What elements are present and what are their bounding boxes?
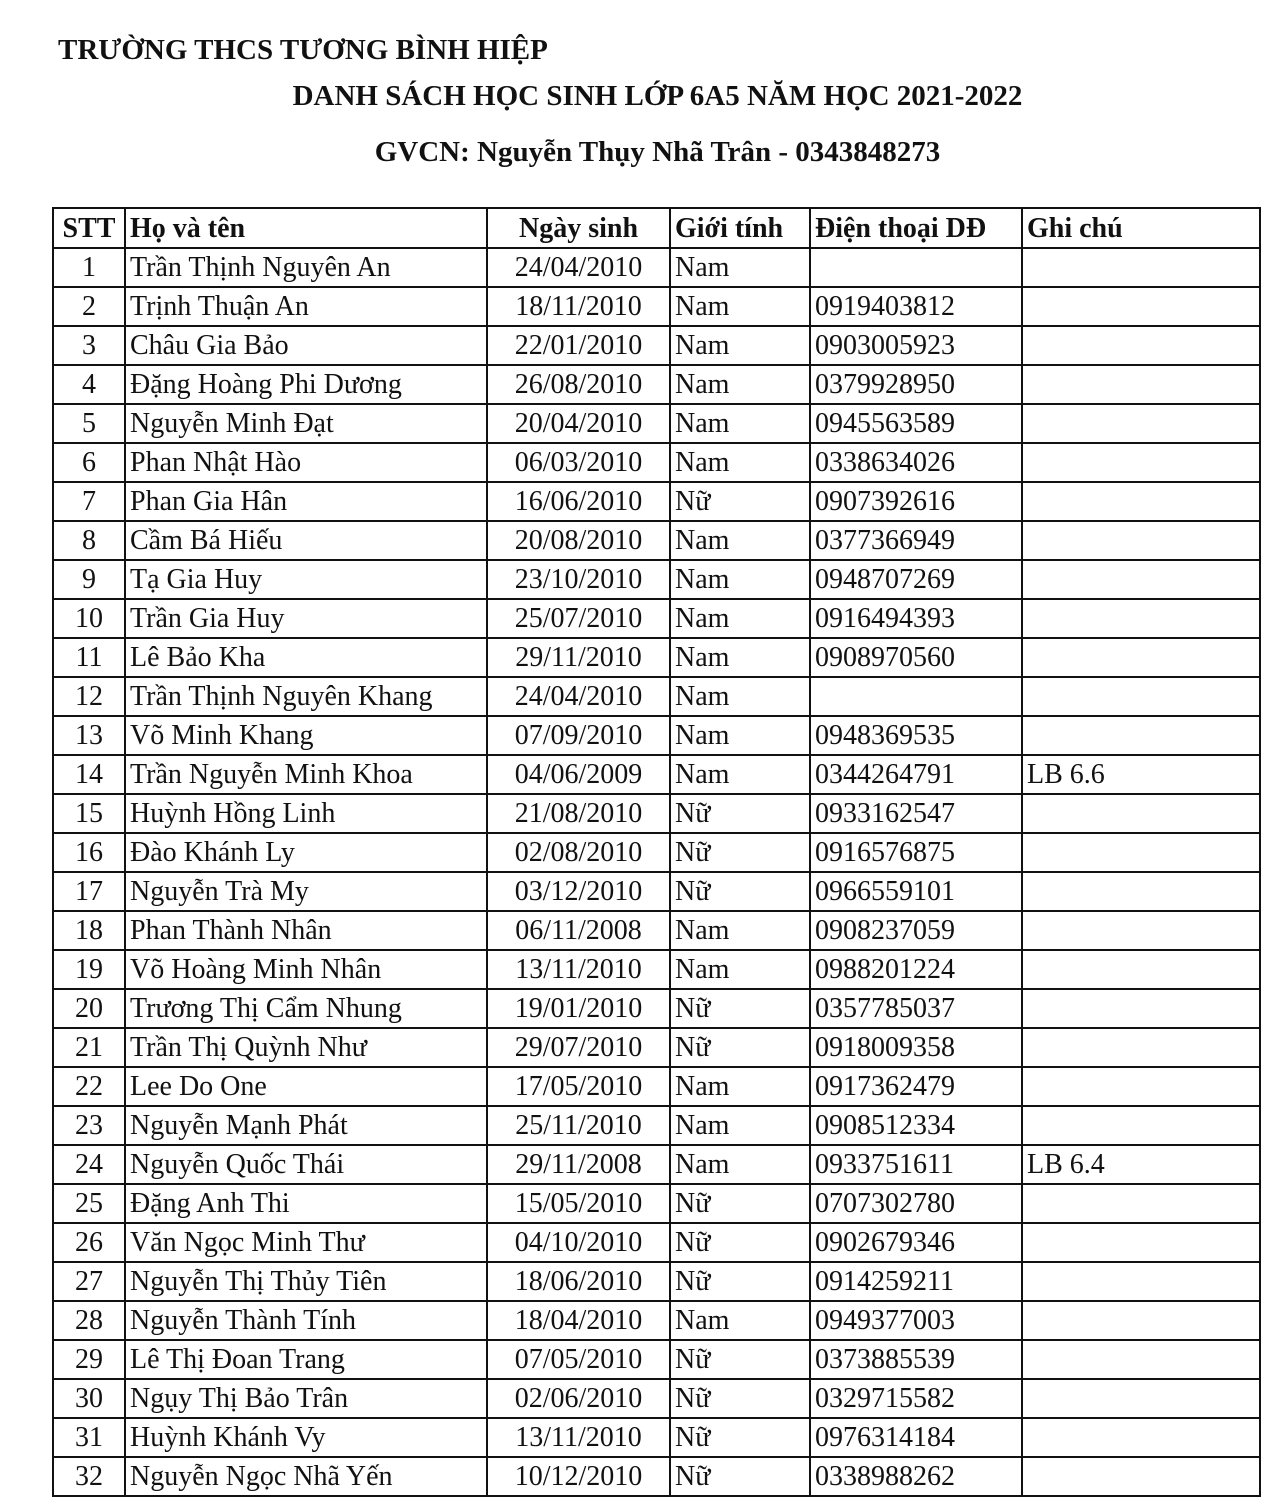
cell-phone: 0908512334 [810, 1106, 1022, 1145]
cell-phone: 0907392616 [810, 482, 1022, 521]
cell-phone: 0976314184 [810, 1418, 1022, 1457]
cell-note [1022, 833, 1260, 872]
cell-stt: 12 [53, 677, 125, 716]
table-row [53, 911, 1260, 950]
table-row [53, 1223, 1260, 1262]
cell-name: Cầm Bá Hiếu [125, 521, 487, 560]
cell-stt: 5 [53, 404, 125, 443]
cell-stt: 4 [53, 365, 125, 404]
cell-stt: 24 [53, 1145, 125, 1184]
cell-name: Đặng Anh Thi [125, 1184, 487, 1223]
column-header-stt: STT [53, 208, 125, 248]
cell-phone: 0919403812 [810, 287, 1022, 326]
cell-gender: Nam [670, 677, 810, 716]
cell-gender: Nam [670, 1106, 810, 1145]
cell-stt: 20 [53, 989, 125, 1028]
cell-note [1022, 1457, 1260, 1496]
cell-dob: 15/05/2010 [487, 1184, 670, 1223]
cell-gender: Nữ [670, 1457, 810, 1496]
cell-gender: Nam [670, 950, 810, 989]
cell-stt: 27 [53, 1262, 125, 1301]
cell-gender: Nữ [670, 1184, 810, 1223]
table-row [53, 833, 1260, 872]
table-row [53, 950, 1260, 989]
table-row [53, 989, 1260, 1028]
school-name: TRƯỜNG THCS TƯƠNG BÌNH HIỆP [58, 34, 548, 66]
table-row [53, 1418, 1260, 1457]
cell-phone: 0377366949 [810, 521, 1022, 560]
cell-note [1022, 989, 1260, 1028]
cell-stt: 1 [53, 248, 125, 287]
cell-note [1022, 1301, 1260, 1340]
cell-phone: 0903005923 [810, 326, 1022, 365]
cell-note [1022, 638, 1260, 677]
cell-gender: Nam [670, 521, 810, 560]
cell-name: Văn Ngọc Minh Thư [125, 1223, 487, 1262]
cell-phone: 0338634026 [810, 443, 1022, 482]
table-row [53, 326, 1260, 365]
table-row [53, 287, 1260, 326]
cell-name: Huỳnh Khánh Vy [125, 1418, 487, 1457]
cell-stt: 30 [53, 1379, 125, 1418]
cell-stt: 25 [53, 1184, 125, 1223]
cell-stt: 8 [53, 521, 125, 560]
cell-gender: Nữ [670, 1223, 810, 1262]
cell-name: Nguyễn Ngọc Nhã Yến [125, 1457, 487, 1496]
table-row [53, 1301, 1260, 1340]
table-row [53, 599, 1260, 638]
cell-name: Phan Nhật Hào [125, 443, 487, 482]
cell-gender: Nam [670, 599, 810, 638]
cell-note [1022, 794, 1260, 833]
cell-stt: 6 [53, 443, 125, 482]
cell-phone: 0329715582 [810, 1379, 1022, 1418]
cell-stt: 22 [53, 1067, 125, 1106]
cell-gender: Nữ [670, 794, 810, 833]
cell-note [1022, 521, 1260, 560]
cell-name: Châu Gia Bảo [125, 326, 487, 365]
cell-note [1022, 677, 1260, 716]
cell-note [1022, 1067, 1260, 1106]
cell-stt: 17 [53, 872, 125, 911]
cell-dob: 18/11/2010 [487, 287, 670, 326]
cell-phone: 0945563589 [810, 404, 1022, 443]
cell-stt: 23 [53, 1106, 125, 1145]
cell-name: Tạ Gia Huy [125, 560, 487, 599]
cell-phone: 0338988262 [810, 1457, 1022, 1496]
cell-note [1022, 1262, 1260, 1301]
cell-name: Trần Thịnh Nguyên An [125, 248, 487, 287]
cell-gender: Nữ [670, 1340, 810, 1379]
cell-note [1022, 404, 1260, 443]
cell-stt: 29 [53, 1340, 125, 1379]
cell-note [1022, 443, 1260, 482]
cell-gender: Nam [670, 755, 810, 794]
cell-phone: 0908237059 [810, 911, 1022, 950]
cell-note [1022, 248, 1260, 287]
document-title: DANH SÁCH HỌC SINH LỚP 6A5 NĂM HỌC 2021-2022 [292, 80, 1023, 112]
cell-phone: 0948369535 [810, 716, 1022, 755]
cell-note [1022, 1418, 1260, 1457]
cell-name: Ngụy Thị Bảo Trân [125, 1379, 487, 1418]
column-header-gender: Giới tính [670, 208, 810, 248]
cell-stt: 10 [53, 599, 125, 638]
cell-phone: 0916494393 [810, 599, 1022, 638]
table-row [53, 794, 1260, 833]
cell-note [1022, 365, 1260, 404]
cell-dob: 06/03/2010 [487, 443, 670, 482]
cell-dob: 19/01/2010 [487, 989, 670, 1028]
cell-note [1022, 287, 1260, 326]
cell-name: Lee Do One [125, 1067, 487, 1106]
cell-note [1022, 482, 1260, 521]
cell-name: Trần Thịnh Nguyên Khang [125, 677, 487, 716]
cell-dob: 17/05/2010 [487, 1067, 670, 1106]
cell-phone [810, 248, 1022, 287]
cell-gender: Nam [670, 326, 810, 365]
table-row [53, 248, 1260, 287]
cell-dob: 02/08/2010 [487, 833, 670, 872]
cell-phone: 0917362479 [810, 1067, 1022, 1106]
table-row [53, 1340, 1260, 1379]
cell-stt: 7 [53, 482, 125, 521]
cell-name: Nguyễn Minh Đạt [125, 404, 487, 443]
cell-phone: 0908970560 [810, 638, 1022, 677]
cell-phone: 0344264791 [810, 755, 1022, 794]
cell-dob: 26/08/2010 [487, 365, 670, 404]
cell-phone: 0918009358 [810, 1028, 1022, 1067]
cell-stt: 2 [53, 287, 125, 326]
table-row [53, 716, 1260, 755]
cell-note [1022, 560, 1260, 599]
cell-name: Nguyễn Trà My [125, 872, 487, 911]
table-row [53, 404, 1260, 443]
cell-gender: Nam [670, 911, 810, 950]
cell-stt: 16 [53, 833, 125, 872]
cell-note [1022, 599, 1260, 638]
cell-stt: 18 [53, 911, 125, 950]
cell-dob: 29/11/2008 [487, 1145, 670, 1184]
cell-dob: 22/01/2010 [487, 326, 670, 365]
cell-phone: 0914259211 [810, 1262, 1022, 1301]
cell-dob: 24/04/2010 [487, 248, 670, 287]
cell-gender: Nam [670, 716, 810, 755]
cell-name: Lê Bảo Kha [125, 638, 487, 677]
cell-dob: 23/10/2010 [487, 560, 670, 599]
cell-phone: 0916576875 [810, 833, 1022, 872]
cell-dob: 13/11/2010 [487, 950, 670, 989]
cell-name: Phan Thành Nhân [125, 911, 487, 950]
table-row [53, 1262, 1260, 1301]
cell-name: Lê Thị Đoan Trang [125, 1340, 487, 1379]
cell-name: Huỳnh Hồng Linh [125, 794, 487, 833]
cell-note [1022, 872, 1260, 911]
cell-gender: Nữ [670, 482, 810, 521]
cell-dob: 21/08/2010 [487, 794, 670, 833]
cell-note [1022, 326, 1260, 365]
cell-note [1022, 1223, 1260, 1262]
cell-name: Phan Gia Hân [125, 482, 487, 521]
cell-name: Võ Hoàng Minh Nhân [125, 950, 487, 989]
cell-dob: 10/12/2010 [487, 1457, 670, 1496]
cell-gender: Nữ [670, 1028, 810, 1067]
table-row [53, 1145, 1260, 1184]
cell-gender: Nữ [670, 872, 810, 911]
cell-dob: 03/12/2010 [487, 872, 670, 911]
table-row [53, 1184, 1260, 1223]
cell-stt: 14 [53, 755, 125, 794]
cell-gender: Nam [670, 287, 810, 326]
cell-name: Trần Gia Huy [125, 599, 487, 638]
cell-dob: 29/07/2010 [487, 1028, 670, 1067]
cell-phone: 0902679346 [810, 1223, 1022, 1262]
cell-phone: 0373885539 [810, 1340, 1022, 1379]
cell-stt: 28 [53, 1301, 125, 1340]
cell-name: Trần Thị Quỳnh Như [125, 1028, 487, 1067]
cell-gender: Nam [670, 248, 810, 287]
cell-note [1022, 1106, 1260, 1145]
column-header-phone: Điện thoại DĐ [810, 208, 1022, 248]
cell-stt: 15 [53, 794, 125, 833]
table-row [53, 521, 1260, 560]
cell-dob: 13/11/2010 [487, 1418, 670, 1457]
cell-gender: Nữ [670, 833, 810, 872]
table-row [53, 872, 1260, 911]
table-row [53, 560, 1260, 599]
cell-stt: 9 [53, 560, 125, 599]
cell-name: Trịnh Thuận An [125, 287, 487, 326]
cell-name: Nguyễn Thành Tính [125, 1301, 487, 1340]
cell-dob: 25/07/2010 [487, 599, 670, 638]
cell-phone: 0966559101 [810, 872, 1022, 911]
cell-dob: 16/06/2010 [487, 482, 670, 521]
cell-note [1022, 1028, 1260, 1067]
cell-note [1022, 1184, 1260, 1223]
cell-gender: Nữ [670, 1262, 810, 1301]
cell-phone: 0357785037 [810, 989, 1022, 1028]
table-row [53, 1067, 1260, 1106]
column-header-dob: Ngày sinh [487, 208, 670, 248]
cell-note [1022, 1379, 1260, 1418]
cell-gender: Nữ [670, 1418, 810, 1457]
cell-note: LB 6.6 [1022, 755, 1260, 794]
cell-name: Nguyễn Thị Thủy Tiên [125, 1262, 487, 1301]
cell-name: Nguyễn Mạnh Phát [125, 1106, 487, 1145]
table-row [53, 677, 1260, 716]
cell-phone: 0933751611 [810, 1145, 1022, 1184]
cell-name: Nguyễn Quốc Thái [125, 1145, 487, 1184]
cell-gender: Nam [670, 1067, 810, 1106]
column-header-note: Ghi chú [1022, 208, 1260, 248]
cell-stt: 3 [53, 326, 125, 365]
table-row [53, 365, 1260, 404]
cell-note: LB 6.4 [1022, 1145, 1260, 1184]
cell-dob: 07/05/2010 [487, 1340, 670, 1379]
cell-gender: Nữ [670, 989, 810, 1028]
table-row [53, 1028, 1260, 1067]
cell-gender: Nữ [670, 1379, 810, 1418]
cell-dob: 04/06/2009 [487, 755, 670, 794]
homeroom-teacher: GVCN: Nguyễn Thụy Nhã Trân - 0343848273 [374, 136, 941, 168]
cell-stt: 31 [53, 1418, 125, 1457]
cell-note [1022, 1340, 1260, 1379]
cell-gender: Nam [670, 1145, 810, 1184]
table-body [53, 248, 1260, 1496]
table-header-row [53, 208, 1260, 248]
column-header-name: Họ và tên [125, 208, 487, 248]
cell-name: Trương Thị Cẩm Nhung [125, 989, 487, 1028]
cell-gender: Nam [670, 1301, 810, 1340]
cell-gender: Nam [670, 560, 810, 599]
cell-phone: 0949377003 [810, 1301, 1022, 1340]
cell-name: Đào Khánh Ly [125, 833, 487, 872]
table-row [53, 1457, 1260, 1496]
cell-gender: Nam [670, 404, 810, 443]
table-row [53, 1106, 1260, 1145]
table-row [53, 1379, 1260, 1418]
cell-stt: 32 [53, 1457, 125, 1496]
cell-dob: 06/11/2008 [487, 911, 670, 950]
cell-gender: Nam [670, 443, 810, 482]
cell-dob: 20/08/2010 [487, 521, 670, 560]
table-row [53, 443, 1260, 482]
cell-stt: 19 [53, 950, 125, 989]
cell-phone: 0948707269 [810, 560, 1022, 599]
cell-name: Đặng Hoàng Phi Dương [125, 365, 487, 404]
cell-dob: 18/06/2010 [487, 1262, 670, 1301]
cell-name: Võ Minh Khang [125, 716, 487, 755]
cell-dob: 07/09/2010 [487, 716, 670, 755]
cell-name: Trần Nguyễn Minh Khoa [125, 755, 487, 794]
cell-stt: 21 [53, 1028, 125, 1067]
cell-note [1022, 950, 1260, 989]
cell-note [1022, 911, 1260, 950]
cell-gender: Nam [670, 638, 810, 677]
cell-phone: 0707302780 [810, 1184, 1022, 1223]
cell-dob: 24/04/2010 [487, 677, 670, 716]
cell-stt: 11 [53, 638, 125, 677]
table-row [53, 638, 1260, 677]
cell-phone: 0988201224 [810, 950, 1022, 989]
cell-dob: 18/04/2010 [487, 1301, 670, 1340]
cell-gender: Nam [670, 365, 810, 404]
student-table [52, 207, 1261, 1497]
cell-note [1022, 716, 1260, 755]
cell-dob: 04/10/2010 [487, 1223, 670, 1262]
cell-phone [810, 677, 1022, 716]
table-row [53, 755, 1260, 794]
cell-dob: 02/06/2010 [487, 1379, 670, 1418]
cell-phone: 0933162547 [810, 794, 1022, 833]
table-row [53, 482, 1260, 521]
cell-stt: 13 [53, 716, 125, 755]
cell-dob: 25/11/2010 [487, 1106, 670, 1145]
cell-dob: 20/04/2010 [487, 404, 670, 443]
cell-stt: 26 [53, 1223, 125, 1262]
cell-phone: 0379928950 [810, 365, 1022, 404]
cell-dob: 29/11/2010 [487, 638, 670, 677]
